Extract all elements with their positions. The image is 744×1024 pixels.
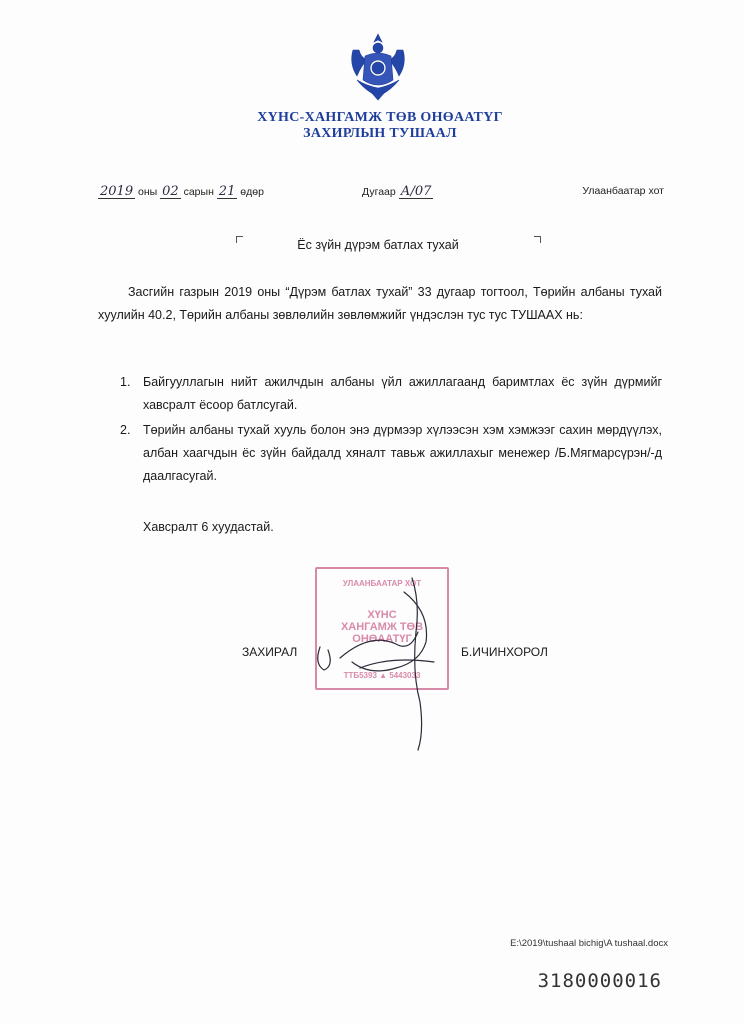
document-type-title: ЗАХИРЛЫН ТУШААЛ [303,126,457,141]
document-number-label: Дугаар [362,186,396,198]
signatory-position: ЗАХИРАЛ [242,645,298,659]
appendix-note: Хавсралт 6 хуудастай. [143,520,274,534]
stamp-line: ХАНГАМЖ ТӨВ [340,621,424,633]
document-number-value: А/07 [400,184,432,199]
list-item [110,371,662,417]
date-day: 21 [218,184,236,199]
stamp-top-text: УЛААНБААТАР ХОТ [342,579,422,588]
organization-name: ХҮНС-ХАНГАМЖ ТӨВ ОНӨААТҮГ [257,110,503,125]
file-path: E:\2019\tushaal bichig\A tushaal.docx [510,938,668,949]
stamp-line: ОНӨААТҮГ [352,633,412,645]
order-items-list [110,371,662,488]
document-location: Улаанбаатар хот [582,185,664,197]
date-year: 2019 [100,184,134,199]
stamp-bottom-text: ТТБ5393 ▲ 5443033 [343,671,421,680]
date-year-suffix: оны [138,186,158,198]
list-item [110,419,662,488]
preamble-paragraph [98,281,662,327]
signatory-name: Б.ИЧИНХОРОЛ [461,645,548,659]
state-emblem-icon [347,30,409,102]
document-number [362,185,433,199]
list-item-number: 2. [120,423,131,437]
date-month: 02 [162,184,179,199]
list-item-number: 1. [120,375,131,389]
list-item-text: Байгууллагын нийт ажилчдын албаны үйл ажиллагаанд баримтлах ёс зүйн дүрмийг хавсралт ёсоор батлсугай. [143,375,662,412]
list-item-text: Төрийн албаны тухай хууль болон энэ дүрмээр хүлээсэн хэм хэмжээг сахин мөрдүүлэх, албан хаагчдын ёс зүйн байдалд хяналт тавьж ажиллахыг менежер /Б.Мягмарсүрэн/-д даалгасугай. [143,423,662,483]
document-serial-number: 3180000016 [537,970,662,992]
date-month-suffix: сарын [183,186,214,198]
order-title: Ёс зүйн дүрэм батлах тухай [297,238,459,252]
date-day-suffix: өдөр [240,186,264,198]
handwritten-signature [300,572,460,752]
stamp-line: ХҮНС [367,609,397,621]
preamble-text: Засгийн газрын 2019 оны “Дүрэм батлах тухай” 33 дугаар тогтоол, Төрийн албаны тухай хуулийн 40.2, Төрийн албаны зөвлөлийн зөвлөмжийг үндэслэн тус тус ТУШААХ нь: [98,285,662,322]
document-date [98,185,264,199]
